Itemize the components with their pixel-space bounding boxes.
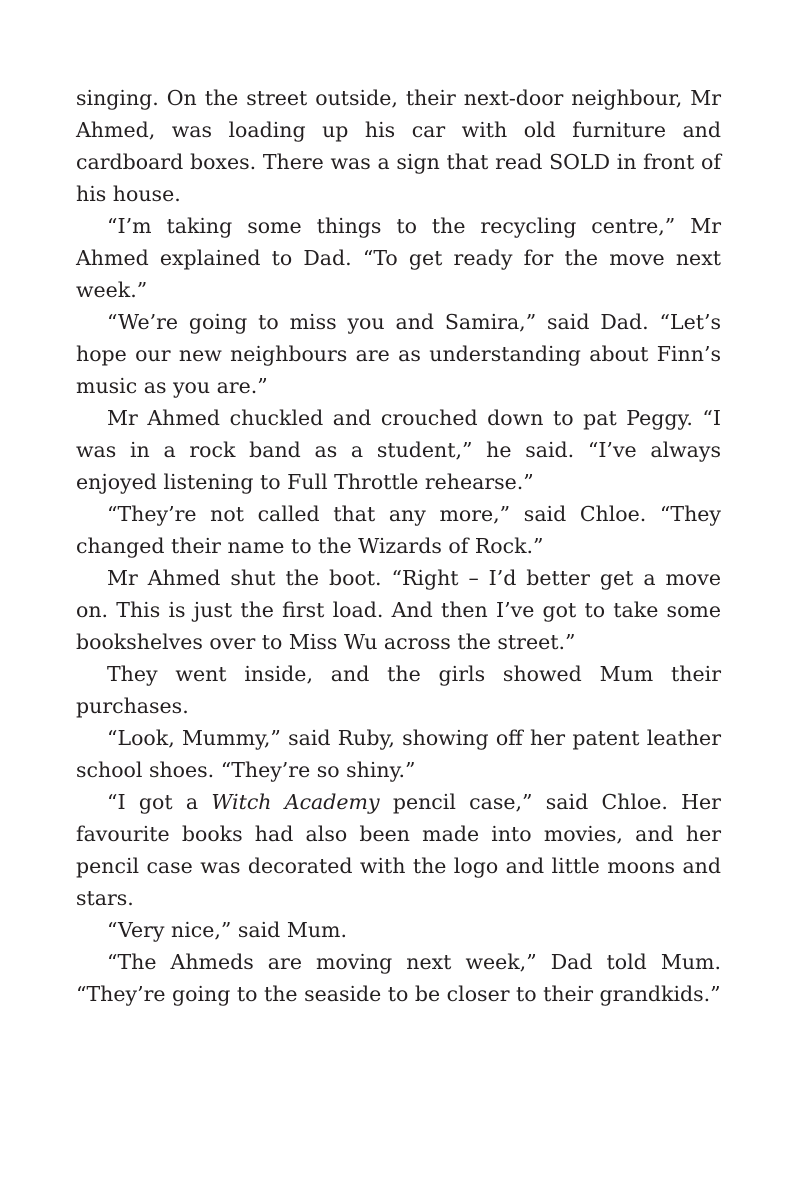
paragraph: “They’re not called that any more,” said Chloe. “They changed their name to the Wizards of Rock.” — [76, 502, 721, 558]
paragraph: singing. On the street outside, their next-door neighbour, Mr Ahmed, was loading up his car with old furniture and cardboard boxes. There was a sign that read SOLD in front of his house. — [76, 86, 721, 206]
paragraph: “We’re going to miss you and Samira,” said Dad. “Let’s hope our new neighbours are as understanding about Finn’s music as you are.” — [76, 310, 721, 398]
paragraph: Mr Ahmed chuckled and crouched down to pat Peggy. “I was in a rock band as a student,” he said. “I’ve always enjoyed listening to Full Throttle rehearse.” — [76, 406, 721, 494]
paragraph: They went inside, and the girls showed Mum their purchases. — [76, 662, 721, 718]
paragraph — [76, 786, 721, 914]
paragraph-text: “I got a — [107, 790, 212, 814]
paragraph: “Very nice,” said Mum. — [107, 918, 347, 942]
paragraph: “The Ahmeds are moving next week,” Dad told Mum. “They’re going to the seaside to be closer to their grandkids.” — [76, 950, 721, 1006]
paragraph: “Look, Mummy,” said Ruby, showing off her patent leather school shoes. “They’re so shiny.” — [76, 726, 721, 782]
paragraph-text: pencil case,” said Chloe. Her favourite books had also been made into movies, and her pencil case was decorated with the logo and little moons and stars. — [76, 790, 721, 910]
page-body — [76, 82, 721, 1010]
paragraph: “I’m taking some things to the recycling centre,” Mr Ahmed explained to Dad. “To get ready for the move next week.” — [76, 214, 721, 302]
paragraph: Mr Ahmed shut the boot. “Right – I’d better get a move on. This is just the first load. And then I’ve got to take some bookshelves over to Miss Wu across the street.” — [76, 566, 721, 654]
book-title: Witch Academy — [211, 790, 380, 814]
